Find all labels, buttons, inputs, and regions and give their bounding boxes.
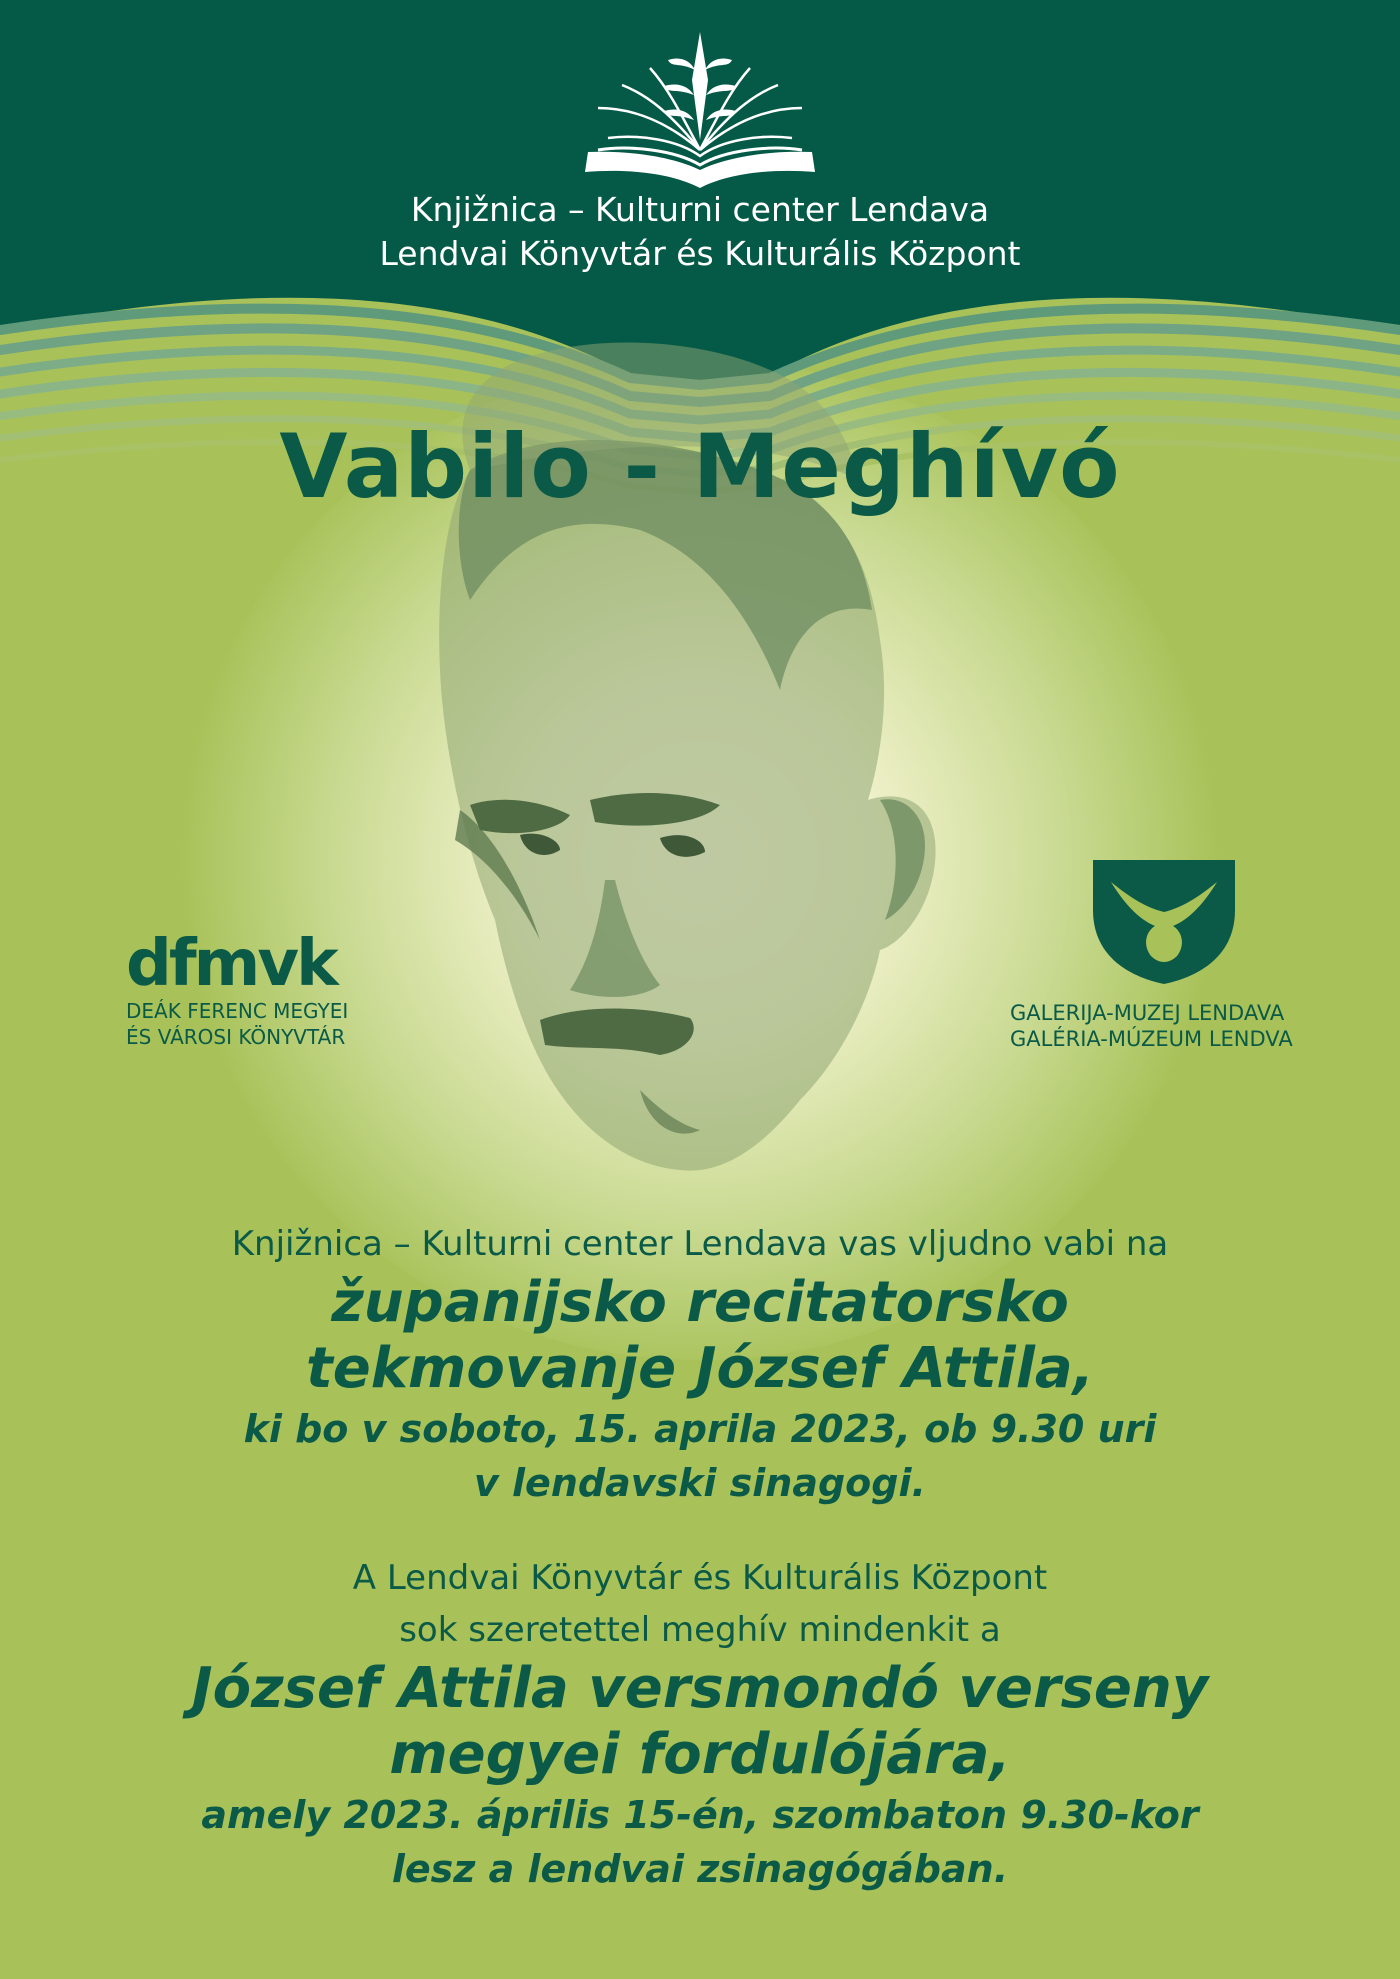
dfmvk-logo-line-1: DEÁK FERENC MEGYEI: [126, 999, 349, 1023]
galerija-logo-line-1: GALERIJA-MUZEJ LENDAVA: [1010, 1001, 1285, 1025]
hungarian-event-line-2: megyei fordulójára,: [389, 1722, 1011, 1787]
org-name-slovenian: Knjižnica – Kulturni center Lendava: [410, 190, 990, 229]
header-organization: [0, 188, 1400, 276]
slovenian-details-line-1: ki bo v soboto, 15. aprila 2023, ob 9.30 uri: [243, 1407, 1157, 1451]
hungarian-invitation: [0, 1552, 1400, 1896]
hungarian-intro-line-2: sok szeretettel meghív mindenkit a: [399, 1610, 1001, 1650]
hungarian-details-line-2: lesz a lendvai zsinagógában.: [391, 1847, 1009, 1891]
slovenian-event-line-1: županijsko recitatorsko: [331, 1270, 1069, 1335]
galerija-muzej-logo: [1010, 1000, 1340, 1052]
slovenian-invitation: [0, 1218, 1400, 1510]
dfmvk-logo-line-2: ÉS VÁROSI KÖNYVTÁR: [126, 1025, 346, 1049]
org-name-hungarian: Lendvai Könyvtár és Kulturális Központ: [379, 234, 1021, 273]
hungarian-details-line-1: amely 2023. április 15-én, szombaton 9.30-kor: [201, 1793, 1199, 1837]
dfmvk-logo-mark: dfmvk: [126, 927, 336, 1001]
dfmvk-logo: [126, 927, 386, 1050]
hungarian-event-line-1: József Attila versmondó verseny: [191, 1656, 1209, 1721]
page-title: Vabilo - Meghívó: [279, 415, 1121, 518]
galerija-logo-line-2: GALÉRIA-MÚZEUM LENDVA: [1010, 1027, 1293, 1051]
slovenian-event-line-2: tekmovanje József Attila,: [306, 1336, 1094, 1401]
slovenian-intro: Knjižnica – Kulturni center Lendava vas vljudno vabi na: [231, 1224, 1169, 1264]
hungarian-intro-line-1: A Lendvai Könyvtár és Kulturális Központ: [352, 1558, 1048, 1598]
slovenian-details-line-2: v lendavski sinagogi.: [474, 1461, 926, 1505]
